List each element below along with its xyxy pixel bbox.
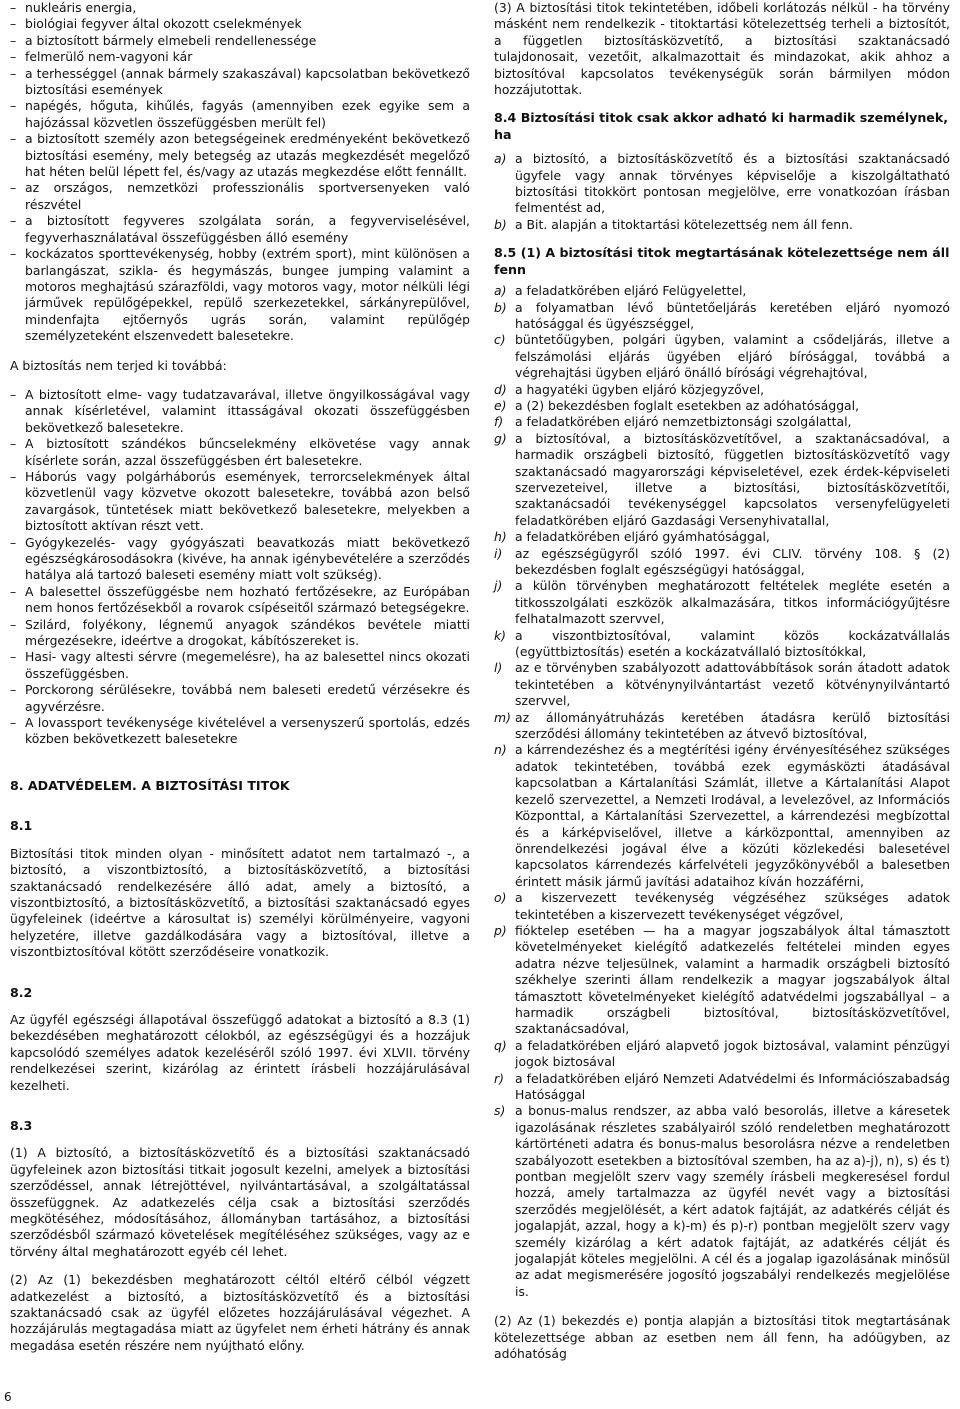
page-number: 6 (4, 1390, 12, 1404)
list-item: – Hasi- vagy altesti sérvre (megemelésre), ha az balesettel nincs okozati összefüggésben. (10, 649, 470, 682)
list-item (494, 382, 950, 398)
list-item: – napégés, hőguta, kihűlés, fagyás (amennyiben ezek egyike sem a hajózással közvetlen összefüggésben merült fel) (10, 98, 470, 131)
list-item-text: a biztosítóval, a biztosításközvetítővel, a szaktanácsadóval, a harmadik országbeli biztosító, független biztosításközvetítő vagy szaktanácsadó magyarországi képviseletével, ezek érdek-képviseleti szervezeteivel, illetve a biztosítási, biztosításközvetítői, szaktanácsadói tevékenységgel kapcsolatos versenyfelügyeleti feladatkörében eljáró Gazdasági Versenyhivatallal, (515, 430, 950, 528)
list-item (494, 151, 950, 217)
list-item-label: e) (494, 397, 507, 413)
list-item-label: g) (494, 430, 507, 446)
list-item (494, 414, 950, 430)
list-item-text: a feladatkörében eljáró alapvető jogok biztosával, valamint pénzügyi jogok biztosával (515, 1037, 950, 1070)
list-item-text: az egészségügyről szóló 1997. évi CLIV. törvény 108. § (2) bekezdésben foglalt egészségügyi hatósággal, (515, 545, 950, 577)
list-item-text: büntetőügyben, polgári ügyben, valamint a csődeljárás, illetve a felszámolási eljárás ügyében eljáró bírósággal, továbbá a végrehajtási ügyben eljáró önálló bírósági végrehajtóval, (515, 332, 950, 381)
list-item-label: p) (494, 922, 507, 938)
paragraph-8-3-3: (3) A biztosítási titok tekintetében, időbeli korlátozás nélkül - ha törvény másként nem rendelkezik - titoktartási kötelezettség terheli a biztosítót, a független biztosításközvetítő, a biztosítási szaktanácsadó tulajdonosait, vezetőit, alkalmazottait és mindazokat, akik ahhoz a biztosítóval kapcsolatos tevékenységük során bármilyen módon hozzájutottak. (494, 0, 950, 98)
list-item: – a terhességgel (annak bármely szakaszával) kapcsolatban bekövetkező biztosítási események (10, 66, 470, 99)
list-item-label: k) (494, 627, 507, 643)
list-item-label: b) (494, 299, 507, 315)
list-item-text: a külön törvényben meghatározott feltételek megléte esetén a titkosszolgálati eszközök alkalmazására, titkos információgyűjtésre felhatalmazott szervvel, (515, 578, 950, 627)
list-item: – nukleáris energia, (10, 0, 470, 16)
list-item-label: i) (494, 545, 503, 561)
list-item: – az országos, nemzetközi professzionális sportversenyeken való részvétel (10, 180, 470, 213)
list-item (494, 546, 950, 579)
list-item: – kockázatos sporttevékenység, hobby (extrém sport), mint különösen a barlangászat, szikla- és hegymászás, bungee jumping valamint a motoros meghajtású szárazföldi, vagy motoros vagy, motor nélküli légi járművek repülőgépekkel, repülő szerkezetekkel, sárkányrepülővel, mindenfajta ejtőernyős ugrás során, valamint repülőgép személyzeteként elszenvedett balesetekre. (10, 246, 470, 344)
list-item-text: a folyamatban lévő büntetőeljárás keretében eljáró nyomozó hatósággal és ügyészséggel, (515, 299, 950, 331)
list-item: – felmerülő nem-vagyoni kár (10, 49, 470, 65)
list-item-text: a feladatkörében eljáró nemzetbiztonsági szolgálattal, (515, 414, 852, 430)
list-item (494, 628, 950, 661)
list-item-label: r) (494, 1070, 504, 1086)
list-item: – Porckorong sérülésekre, továbbá nem baleseti eredetű vérzésekre és agyvérzésre. (10, 682, 470, 715)
heading-8-2: 8.2 (10, 984, 33, 1000)
paragraph-8-3-2: (2) Az (1) bekezdésben meghatározott céltól eltérő célból végzett adatkezelést a biztosító, a biztosításközvetítő és a biztosítási szaktanácsadó csak az ügyfél előzetes hozzájárulásával végezhet. A hozzájárulás megtagadása miatt az ügyfelet nem érheti hátrány és annak megadása esetén részére nem nyújtható előny. (10, 1272, 470, 1353)
list-item-label: j) (494, 578, 503, 594)
list-item: – a biztosított személy azon betegségeinek eredményeként bekövetkező biztosítási esemény, mely betegség az utazás megkezdését megelőző hat héten belül lépett fel, és/vagy az utazás megkezdése előtt fennállt. (10, 131, 470, 180)
list-item (494, 890, 950, 923)
list-item: – a biztosított bármely elmebeli rendellenessége (10, 33, 470, 49)
list-item (494, 1071, 950, 1104)
section-title: 8. ADATVÉDELEM. A BIZTOSÍTÁSI TITOK (10, 777, 290, 793)
list-item (494, 300, 950, 333)
list-item: – biológiai fegyver által okozott cselekmények (10, 16, 470, 32)
list-item (494, 283, 950, 299)
list-item (494, 431, 950, 529)
list-item-text: az e törvényben szabályozott adattovábbítások során átadott adatok tekintetében a kötvénynyilvántartást vezető kötvénynyilvántartó szervvel, (515, 660, 950, 709)
list-item-text: a (2) bekezdésben foglalt esetekben az adóhatósággal, (515, 397, 860, 413)
list-item-text: a biztosító, a biztosításközvetítő és a biztosítási szaktanácsadó ügyfele vagy annak törvényes képviselője a kiszolgáltatható biztosítási titokkört pontosan megjelölve, erre vonatkozóan írásban felmentést ad, (515, 151, 950, 216)
paragraph-8-5-2: (2) Az (1) bekezdés e) pontja alapján a biztosítási titok megtartásának kötelezettsége abban az esetben nem áll fenn, ha adóügyben, az adóhatóság (494, 1313, 950, 1362)
list-item-text: a kiszervezett tevékenység végzéséhez szükséges adatok tekintetében a kiszervezett tevékenységet végzővel, (515, 890, 950, 922)
list-item-label: h) (494, 529, 507, 545)
list-item (494, 1103, 950, 1300)
exclusion-list-b (10, 387, 470, 748)
list-item-label: a) (494, 283, 507, 299)
list-item (494, 529, 950, 545)
intro-further-exclusions: A biztosítás nem terjed ki továbbá: (10, 357, 227, 373)
left-column (10, 0, 470, 1354)
list-item: – A lovassport tevékenysége kivételével a versenyszerű sportolás, edzés közben bekövetkezett balesetekre (10, 715, 470, 748)
list-item-text: fióktelep esetében — ha a magyar jogszabályok által támasztott követelményeket kielégítő adatkezelés feltételei minden egyes adatra nézve teljesülnek, valamint a harmadik országbeli biztosító székhelye szerinti állam rendelkezik a magyar jogszabályok által támasztott követelményeket kielégítő adatvédelmi jogszabállyal – a harmadik országbeli biztosítóval, biztosításközvetítővel, szaktanácsadóval, (515, 922, 950, 1037)
list-item (494, 578, 950, 627)
list-item-text: a bonus-malus rendszer, az abba való besorolás, illetve a káresetek igazolásának részletes szabályairól szóló rendeletben meghatározott kártörténeti adatra és bonus-malus besorolásra nézve a rendeletben szabályozott esetekben a biztosítóval szemben, ha az a)-j), n), s) és t) pontban megjelölt szerv vagy személy írásbeli megkeresésel fordul hozzá, amely tartalmazza az ügyfél nevét vagy a biztosítási szerződés megjelölését, a kért adatok fajtáját, az adatkérés célját és jogalapját, azzal, hogy a k)-m) és p)-r) pontban megjelölt szerv vagy személy kizárólag a kért adatok fajtáját, az adatkérés célját és jogalapját köteles megjelölni. A cél és a jogalap igazolásának minősül az adat megismerésére jogosító jogszabályi rendelkezés megjelölése is. (515, 1103, 951, 1299)
list-item-label: q) (494, 1037, 507, 1053)
list-item (494, 332, 950, 381)
list-item: – a biztosított fegyveres szolgálata során, a fegyverviselésével, fegyverhasználatával összefüggésben álló esemény (10, 213, 470, 246)
list-item: – A biztosított elme- vagy tudatzavarával, illetve öngyilkosságával vagy annak kísérletével, valamint ittasságával okozati összefüggésben bekövetkező balesetekre. (10, 387, 470, 436)
list-8-4 (494, 151, 950, 233)
list-item-label: s) (494, 1103, 506, 1119)
list-8-5 (494, 283, 950, 1300)
list-item: – Gyógykezelés- vagy gyógyászati beavatkozás miatt bekövetkező egészségkárosodásokra (kivéve, ha annak igénybevételére a szerződés hatálya alá tartozó baleseti esemény miatt volt szükség). (10, 535, 470, 584)
paragraph-8-3-1: (1) A biztosító, a biztosításközvetítő és a biztosítási szaktanácsadó ügyfeleinek azon biztosítási titkait jogosult kezelni, amelyek a biztosítási szerződéssel, annak létrejöttével, nyilvántartásával, a szolgáltatással összefüggnek. Az adatkezelés célja csak a biztosítási szerződés megkötéséhez, módosításához, állományban tartásához, a biztosítási szerződésből származó követelések megítéléséhez szükséges, vagy az e törvény által meghatározott egyéb cél lehet. (10, 1145, 470, 1259)
list-item-text: a viszontbiztosítóval, valamint közös kockázatvállalás (együttbiztosítás) esetén a kockázatvállaló biztosítókkal, (515, 627, 950, 660)
heading-8-4: 8.4 Biztosítási titok csak akkor adható ki harmadik személynek, ha (494, 110, 949, 142)
heading-8-1: 8.1 (10, 818, 33, 834)
list-item-label: f) (494, 414, 504, 430)
list-item: – Háborús vagy polgárháborús események, terrorcselekmények által közvetlenül vagy közvetve okozott balesetekre, továbbá azon belső zavargások, tüntetések miatt bekövetkező balesetekre, melyekben a biztosított aktívan részt vett. (10, 469, 470, 535)
list-item-label: l) (494, 660, 503, 676)
list-item-label: n) (494, 742, 507, 758)
heading-8-3: 8.3 (10, 1117, 33, 1133)
right-column (494, 0, 950, 1363)
list-item-text: az állományátruházás keretében átadásra kerülő biztosítási szerződési állomány tekintetében az átvevő biztosítóval, (515, 709, 950, 742)
list-item-label: c) (494, 332, 506, 348)
list-item: – A balesettel összefüggésbe nem hozható fertőzésekre, az Európában nem honos fertőzésekből a rovarok csípéseitől származó betegségekre. (10, 584, 470, 617)
paragraph-8-2: Az ügyfél egészségi állapotával összefüggő adatokat a biztosító a 8.3 (1) bekezdésében meghatározott célokból, az egészségügyi és a hozzájuk kapcsolódó személyes adatok kezeléséről szóló 1997. évi XLVII. törvény rendelkezései szerint, kizárólag az érintett írásbeli hozzájárulásával kezelheti. (10, 1011, 470, 1093)
list-item-label: b) (494, 216, 507, 232)
exclusion-list-a (10, 0, 470, 345)
list-item-label: d) (494, 381, 507, 397)
list-item-label: m) (494, 709, 511, 725)
list-item (494, 217, 950, 233)
list-item (494, 660, 950, 709)
list-item (494, 742, 950, 890)
list-item-text: a hagyatéki ügyben eljáró közjegyzővel, (515, 381, 765, 397)
list-item-label: a) (494, 151, 507, 167)
list-item: – A biztosított szándékos bűncselekmény elkövetése vagy annak kísérlete során, azzal összefüggésben ért balesetekre. (10, 436, 470, 469)
list-item: – Szilárd, folyékony, légnemű anyagok szándékos bevétele miatti mérgezésekre, ideértve a drogokat, kábítószereket is. (10, 617, 470, 650)
list-item-label: o) (494, 890, 507, 906)
list-item (494, 923, 950, 1038)
heading-8-5: 8.5 (1) A biztosítási titok megtartásának kötelezettsége nem áll fenn (494, 245, 950, 277)
list-item-text: a feladatkörében eljáró Nemzeti Adatvédelmi és Információszabadság Hatósággal (515, 1070, 950, 1102)
paragraph-8-1: Biztosítási titok minden olyan - minősített adatot nem tartalmazó -, a biztosító, a viszontbiztosító, a biztosításközvetítő, a biztosítási szaktanácsadó rendelkezésére álló adat, amely a biztosító, a viszontbiztosító, a biztosításközvetítő, a biztosítási szaktanácsadó egyes ügyfeleinek (ideértve a károsultat is) személyi körülményeire, vagyoni helyzetére, illetve gazdálkodására vagy a biztosítóval, illetve a viszontbiztosítóval kötött szerződéseire vonatkozik. (10, 845, 470, 960)
list-item-text: a kárrendezéshez és a megtérítési igény érvényesítéséhez szükséges adatok tekintetében, továbbá ezek egymásközti átadásával kapcsolatban a Kártalanítási Számlát, illetve a Kártalanítási Alapot kezelő szervezettel, a Nemzeti Irodával, a levelezővel, az Információs Központtal, a Kártalanítási Szervezettel, a kárrendezési megbízottal és a kárképviselővel, illetve a kárközponttal, amennyiben az önrendelkezési jogával élve a közúti közlekedési balesetével kapcsolatos kárrendezés kárfelvételi jegyzőkönyvéből a balesetben érintett másik jármű javítási adataihoz kíván hozzáférni, (515, 742, 950, 889)
list-item-text: a feladatkörében eljáró Felügyelettel, (515, 283, 747, 299)
list-item (494, 1038, 950, 1071)
list-item-text: a Bit. alapján a titoktartási kötelezettség nem áll fenn. (515, 216, 853, 232)
list-item (494, 398, 950, 414)
list-item (494, 710, 950, 743)
list-item-text: a feladatkörében eljáró gyámhatósággal, (515, 529, 770, 545)
